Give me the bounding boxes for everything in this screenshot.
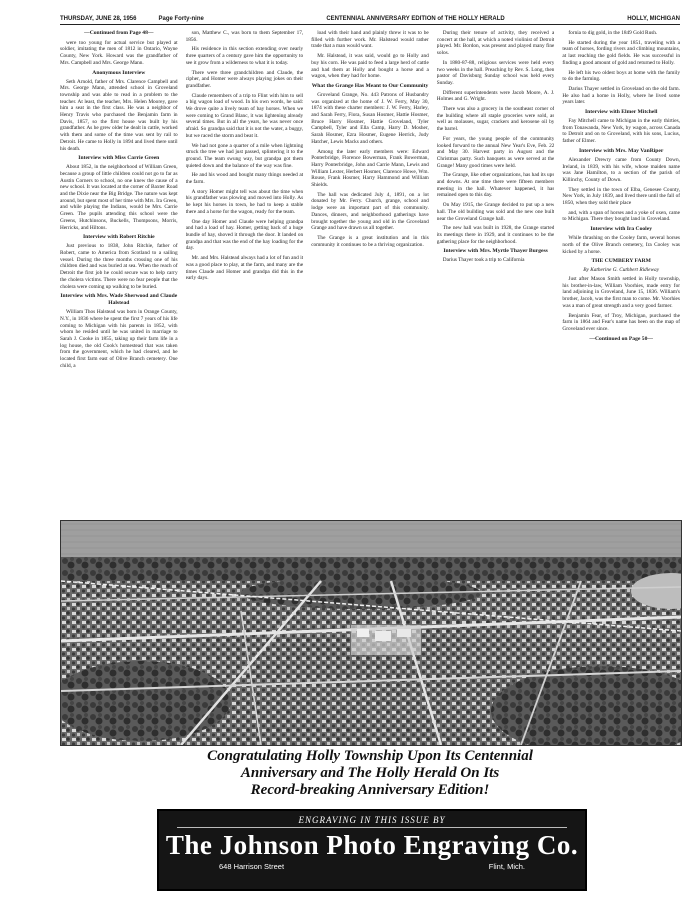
section-heading: Interview with Ira Cooley <box>590 226 653 233</box>
paragraph: The Grange is a great institution and in this community it continues to be a thriving organization. <box>311 234 429 248</box>
header-date: THURSDAY, JUNE 28, 1956 <box>60 16 137 22</box>
paragraph: Just previous to 1838, John Ritchie, father of Robert, came to America from Scotland to a sailing vessel. During the three months crossing one of his children died and was buried at sea. When the reach of Detroit the first job he could secure was to help carry the cholera victims. There were no fear people that the cholera were coming up walking to be buried. <box>60 243 178 290</box>
column-1 <box>60 30 178 514</box>
paragraph: The Grange, like other organizations, has had its ups and downs. At one time there were fifteen members meeting in the hall. Whatever happened, it has remained open to this day. <box>436 172 555 199</box>
section-heading: Interview with Robert Ritchie <box>82 234 155 241</box>
paragraph: A story Homer might tell was about the time when his grandfather was plowing and moved into Holly. As he kept his horses in town, he had to keep a stable there and a horse for the wagon, ready for the team. <box>185 188 304 215</box>
paragraph: Mr. and Mrs. Halstead always had a lot of fun and it was a good place to play, at the farm, and many are the times Claude and Homer and grandpa did this in the early days. <box>185 255 304 282</box>
paragraph: were too young for actual service but played at soldier, imitating the men of 1812 in Ontario, Wayne County, New York. Howard was the grandfather of Mrs. Campbell and Mrs. George Mann. <box>60 39 178 66</box>
paragraph: For years, the young people of the community looked forward to the annual New Year's Eve, Feb. 22 and May 30. Harvest party in August and the Christmas party. Such banquets as were served at the Grange! Many good times were held. <box>436 135 555 169</box>
aerial-photo <box>60 520 682 746</box>
paragraph: and, with a span of horses and a yoke of oxen, came to Michigan. There they bought land in Groveland. <box>562 209 680 223</box>
paragraph: load with their hand and plainly threw it was to be filled with further work. Mr. Halstead would rather trade that a man would want. <box>311 30 429 50</box>
ad-tagline: ENGRAVING IN THIS ISSUE BY <box>298 815 446 825</box>
byline: By Katherine G. Cuthbert Ridleway <box>583 267 660 274</box>
paragraph: During their tenure of activity, they received a concert at the hall, at which a noted violinist of Detroit played. Mr. Bordon, was present and played many fine solos. <box>436 30 555 57</box>
paragraph: There was also a grocery in the southeast corner of the building where all staple groceries were sold, as well as molasses, sugar, crackers and kerosene oil by the barrel. <box>436 106 555 133</box>
section-heading: What the Grange Has Meant to Our Community <box>311 82 429 89</box>
paragraph: The new hall was built in 1928, the Grange started its meetings there in 1929, and it continues to be the gathering place for the neighborhood. <box>436 225 555 245</box>
continued-on-label: —Continued on Page 50— <box>589 335 653 342</box>
ad-address-row <box>159 860 585 871</box>
paragraph: Mr. Halstead, it was said, would go to Holly and buy his corn. He was paid to feed a large herd of cattle and had them at Holly and bought a horse and a wagon, when they had for home. <box>311 53 429 80</box>
paragraph: The hall was dedicated July 4, 1891, on a lot donated by Mr. Ferry. Church, grange, school and lodge were an important part of this community. Dances, dinners, and neighborhood gatherings have brought together the young and old in the Groveland Grange and have drawn us all together. <box>311 191 429 232</box>
congrats-line-2: Anniversary and The Holly Herald On Its <box>240 765 500 781</box>
paragraph: Among the later early members were: Edward Ponterbridge, Florence Bowerman, Frank Bowerman, Harry Ponterbridge, John and Carrie Mann, Lewis and William Lexter, Herbert Hosmer, Clarence Howe, Wm. Rouse, Frank Hosmer, Harry Hammond and William Shields. <box>311 148 429 189</box>
paragraph: He started during the year 1851, traveling with a team of horses, fording rivers and climbing mountains, at last reaching the gold fields. He was successful in finding a good amount of gold and returned to Holly. <box>562 39 680 66</box>
paragraph: He left his two oldest boys at home with the family to do the farming. <box>562 69 680 83</box>
congrats-line-1: Congratulating Holly Township Upon Its Centennial <box>207 748 533 764</box>
paragraph: Benjamin Fear, of Troy, Michigan, purchased the farm in 1864 and Fear's name has been on the map of Groveland ever since. <box>562 312 680 332</box>
paragraph: William Thos Halstead was born in Orange County, N.Y., in 1836 where he spent the first 7 years of his life coming to Michigan with his parents in 1852, with whom he resided until he was united in marriage to Sarah J. Cooke in 1855, taking up their farm life in a log house, the old Cook's homestead that was taken from the government, which he had cleared, and he located first farm east of Olive Branch cemetery. One child, a <box>60 309 178 369</box>
ad-city: Flint, Mich. <box>488 862 525 871</box>
paragraph: We had not gone a quarter of a mile when lightning struck the tree we had just passed, splintering it to the ground. The team swung way, but grandpa got them quieted down and the balance of the way was fine. <box>185 142 304 169</box>
article-columns <box>60 30 680 514</box>
column-2 <box>186 30 304 514</box>
paragraph: They settled in the town of Elba, Genesee County, New York, in July 1839, and lived there until the fall of 1850, when they sold their place <box>562 186 680 207</box>
paragraph: In 1880-87-88, religious services were held every two weeks in the hall. Preaching by Rev. S. Long, then pastor of Davisburg Sunday school was held every Sunday. <box>436 59 555 86</box>
congratulations-banner <box>60 748 680 799</box>
paragraph: Just after Mason Smith settled in Holly township, his brother-in-law, William Voorhies, made entry for land adjoining in Groveland, June 15, 1836. William's brother, Jacob, was the first man to come. Mr. Voorhies was a man of great strength and a very good farmer. <box>562 275 680 309</box>
section-heading: THE CUMBERY FARM <box>591 258 651 265</box>
section-heading: Interview with Elmer Mitchell <box>584 109 658 116</box>
paragraph: About 1852, in the neighborhood of William Green, because a group of little children could not go to far as Austin Corners to school, no one knew the cause of a new school. It was located at the corner of Baxter Road and the Dixie near the Big Bridge. The nature was kept around, but spent most of her time with Mrs. Ira Green, and while playing the Indians, would be Mrs. Carrie Green. The pupils attending this school were the Greens, Hutchinsons, Buckells, Thompsons, Morris, Herricks, and Hiltons. <box>60 164 178 231</box>
paragraph: Seth Arnold, father of Mrs. Clarence Campbell and Mrs. George Mann, attended school in Groveland township and was able to read in a problem to the teacher. At least, the teacher, Mrs. Helen Moorey, gave him a seat in the first class. He was a neighbor of Henry Travis who purchased the Benjamin farm in Davis, 1857, so the first house was built by his grandfather. As he grew older he dealt in cattle, worked with them and some of the time was sent by rail to Detroit. He came to Holly in 1894 and lived there until his death. <box>60 78 178 152</box>
paragraph: He and his wood and bought many things needed at the farm. <box>185 172 304 186</box>
header-town: HOLLY, MICHIGAN <box>627 16 680 22</box>
paragraph: Fay Mitchell came to Michigan in the early thirties, from Tonawanda, New York, by wagon, across Canada to Detroit and on to Groveland, with his sons, Lucius, father of Elmer. <box>562 118 680 145</box>
paragraph: His residence in this section extending over nearly three quarters of a century gave him the opportunity to see it grow from a wilderness to what it is today. <box>185 46 304 66</box>
paragraph: fornia to dig gold, in the 1849 Gold Rush. <box>568 30 658 36</box>
ad-divider <box>177 827 567 828</box>
paragraph: son, Matthew C., was born to them September 17, 1856. <box>185 30 304 43</box>
section-heading: Interview with Mrs. Myrtle Thayer Burgess <box>443 248 548 255</box>
section-heading: Interview with Miss Carrie Green <box>78 155 160 162</box>
paragraph: Groveland Grange, No. 443 Patrons of Husbandry was organized at the home of J. W. Ferry, May 30, 1874 with these charter members: J. W. Ferry, Harley, and Sarah Ferry, Flora, Susan Hosmer, Hattie Hosmer, Bruce Harry Hosmer, Hattie Groveland, Tyler Campbell, Tyler and Ella Camp, Harry D. Mosher, Sarah Hosmer, Ezra Hosmer, Eugene Herrick, Judy Hatcher, Lewis Macks and others. <box>311 91 429 145</box>
ad-street-address: 648 Harrison Street <box>219 862 285 871</box>
paragraph: Different superintendents were Jacob Moore, A. J. Holmes and G. Wright. <box>436 89 555 103</box>
paragraph: Darius Thayer settled in Groveland on the old farm. He also had a home in Holly, where he lived some years later. <box>562 85 680 106</box>
header-edition-title: CENTENNIAL ANNIVERSARY EDITION of THE HOLLY HERALD <box>326 16 505 22</box>
newspaper-page <box>60 10 680 890</box>
paragraph: There were three grandchildren and Claude, the cipher, and Homer were always playing jokes on their grandfather. <box>185 69 304 89</box>
engraving-advertisement <box>157 809 587 891</box>
header-page-number: Page Forty-nine <box>158 16 204 22</box>
paragraph: One day Homer and Claude were helping grandpa and had a load of hay. Homer, getting back of a huge bundle of hay, shoved it through the door. It landed on grandpa and that was the end of the hay loading for the day. <box>185 218 304 252</box>
section-heading: Interview with Mrs. May VanRiper <box>579 147 664 154</box>
paragraph: Darius Thayer took a trip to California <box>442 257 525 264</box>
congrats-line-3: Record-breaking Anniversary Edition! <box>250 782 490 798</box>
section-heading: Anonymous Interview <box>92 69 146 76</box>
paragraph: Claude remembers of a trip to Flint with him to sell a big wagon load of wood. In his own words, he said: We drove quite a lively team of bay horses. When we were coming to Grand Blanc, it was lightening already several times. But in all the years, he was never once afraid. So grandpa said that it is not the water, a buggy, but we raced the storm and beat it. <box>185 92 304 139</box>
column-5 <box>562 30 680 514</box>
column-4 <box>437 30 555 514</box>
paragraph: Alexander Drewry came from County Down, Ireland, in 1839, with his wife, whose maiden name was Jane Hamilton, to a section of the parish of Killinchy, County of Down. <box>562 156 680 183</box>
section-heading: Interview with Mrs. Wade Sherwood and Claude Halstead <box>60 293 178 307</box>
aerial-photo-image <box>61 521 681 745</box>
page-header <box>60 10 680 25</box>
paragraph: On May 1915, the Grange decided to put up a new hall. The old building was sold and the new one built near the Groveland Grange hall. <box>436 202 555 222</box>
column-3 <box>311 30 429 514</box>
ad-company-name: The Johnson Photo Engraving Co. <box>165 830 579 860</box>
paragraph: While thrashing on the Cooley farm, several horses north of the Olive Branch cemetery, Ira Cooley was kicked by a horse. <box>562 235 680 255</box>
continued-from-label: —Continued from Page 48— <box>84 30 154 36</box>
